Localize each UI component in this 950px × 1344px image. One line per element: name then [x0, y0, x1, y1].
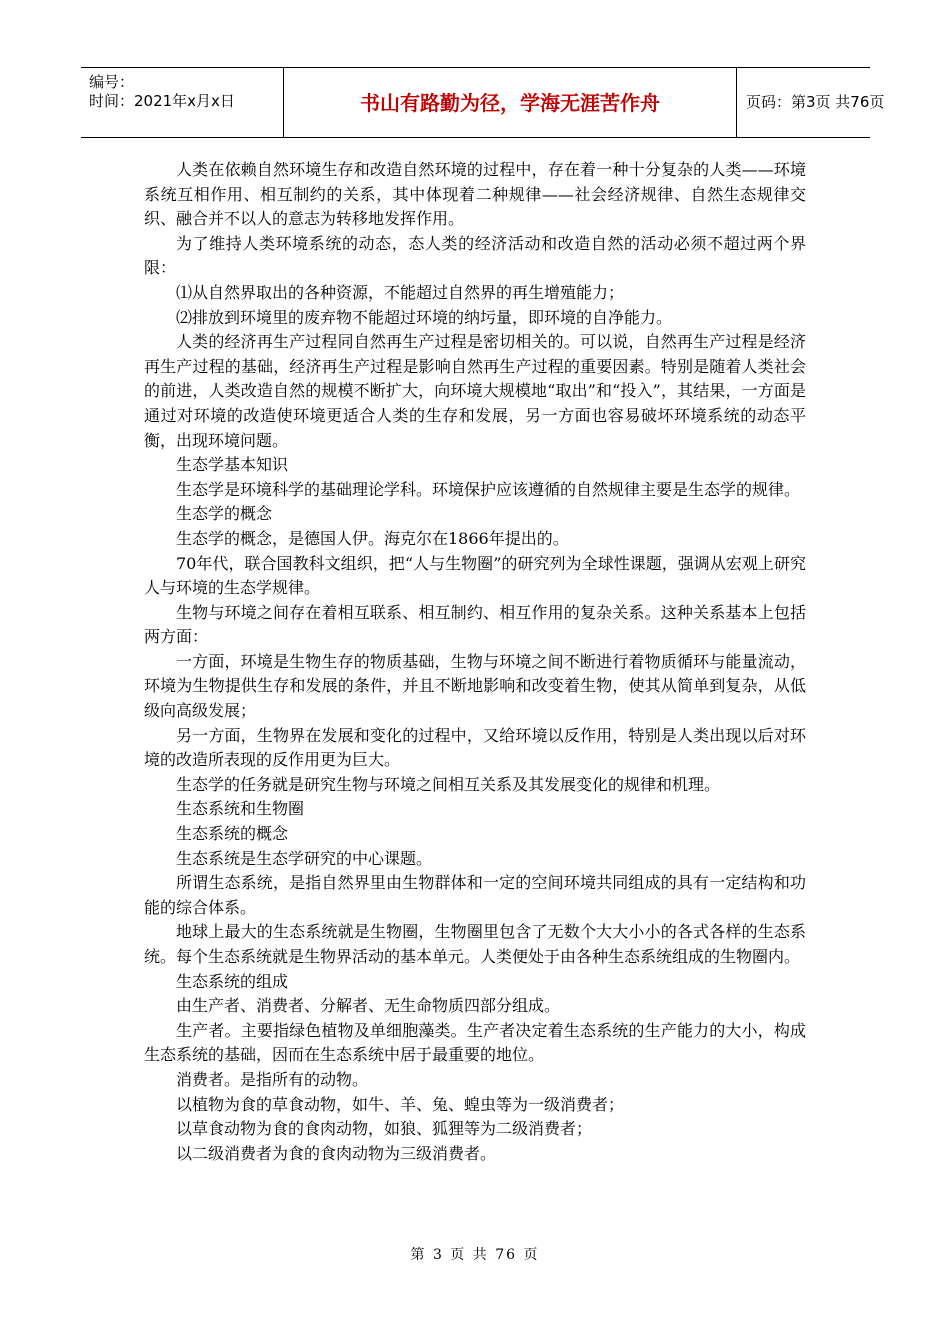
motto-text: 书山有路勤为径，学海无涯苦作舟 [360, 91, 660, 115]
section-heading: 生态学基本知识 [176, 455, 289, 475]
header-motto-cell [283, 68, 737, 137]
time-label: 时间：2021年x月x日 [89, 92, 235, 110]
paragraph: 人类在依赖自然环境生存和改造自然环境的过程中，存在着一种十分复杂的人类——环境系统互相作用、相互制约的关系，其中体现着二种规律——社会经济规律、自然生态规律交织、融合并不以人的意志为转移地发挥作用。 [144, 160, 806, 229]
header-info-cell [81, 68, 283, 137]
section-heading: 生态系统和生物圈 [176, 799, 305, 819]
serial-label: 编号： [89, 73, 135, 91]
paragraph: 生态系统是生态学研究的中心课题。 [176, 848, 433, 868]
list-item: ⑴从自然界取出的各种资源，不能超过自然界的再生增殖能力； [176, 282, 625, 302]
paragraph: 消费者。是指所有的动物。 [176, 1069, 369, 1089]
paragraph: 所谓生态系统，是指自然界里由生物群体和一定的空间环境共同组成的具有一定结构和功能的综合体系。 [144, 873, 806, 917]
document-body [144, 158, 806, 1166]
section-heading: 生态学的概念 [176, 504, 273, 524]
paragraph: 地球上最大的生态系统就是生物圈，生物圈里包含了无数个大大小小的各式各样的生态系统。每个生态系统就是生物界活动的基本单元。人类便处于由各种生态系统组成的生物圈内。 [144, 922, 806, 966]
list-item: ⑵排放到环境里的废弃物不能超过环境的纳圬量，即环境的自净能力。 [176, 307, 673, 327]
section-heading: 生态系统的组成 [176, 971, 289, 991]
section-heading: 生态系统的概念 [176, 824, 289, 844]
page-number-label: 页码：第3页 共76页 [746, 93, 885, 111]
paragraph: 一方面，环境是生物生存的物质基础，生物与环境之间不断进行着物质循环与能量流动，环境为生物提供生存和发展的条件，并且不断地影响和改变着生物，使其从简单到复杂，从低级向高级发展； [144, 651, 806, 721]
paragraph: 生产者。主要指绿色植物及单细胞藻类。生产者决定着生态系统的生产能力的大小，构成生态系统的基础，因而在生态系统中居于最重要的地位。 [144, 1020, 806, 1065]
paragraph: 由生产者、消费者、分解者、无生命物质四部分组成。 [176, 996, 561, 1016]
paragraph: 为了维持人类环境系统的动态，态人类的经济活动和改造自然的活动必须不超过两个界限： [144, 233, 806, 278]
paragraph: 以草食动物为食的食肉动物，如狼、狐狸等为二级消费者； [176, 1119, 593, 1139]
header-page-cell [736, 68, 885, 137]
paragraph: 生态学的概念，是德国人伊。海克尔在1866年提出的。 [176, 528, 569, 548]
document-header [81, 67, 885, 138]
paragraph: 生态学的任务就是研究生物与环境之间相互关系及其发展变化的规律和机理。 [176, 774, 721, 794]
paragraph: 生物与环境之间存在着相互联系、相互制约、相互作用的复杂关系。这种关系基本上包括两方面： [144, 602, 806, 647]
paragraph: 70年代，联合国教科文组织，把“人与生物圈”的研究列为全球性课题，强调从宏观上研究人与环境的生态学规律。 [144, 553, 806, 598]
paragraph: 另一方面，生物界在发展和变化的过程中，又给环境以反作用，特别是人类出现以后对环境的改造所表现的反作用更为巨大。 [144, 725, 806, 770]
paragraph: 生态学是环境科学的基础理论学科。环境保护应该遵循的自然规律主要是生态学的规律。 [176, 479, 801, 499]
paragraph: 人类的经济再生产过程同自然再生产过程是密切相关的。可以说，自然再生产过程是经济再生产过程的基础，经济再生产过程是影响自然再生产过程的重要因素。特别是随着人类社会的前进，人类改造自然的规模不断扩大，向环境大规模地“取出”和“投入”，其结果，一方面是通过对环境的改造使环境更适合人类的生存和发展，另一方面也容易破坏环境系统的动态平衡，出现环境问题。 [144, 332, 806, 450]
paragraph: 以植物为食的草食动物，如牛、羊、兔、蝗虫等为一级消费者； [176, 1094, 625, 1114]
page-footer: 第 3 页 共 76 页 [410, 1247, 540, 1263]
paragraph: 以二级消费者为食的食肉动物为三级消费者。 [176, 1143, 497, 1163]
